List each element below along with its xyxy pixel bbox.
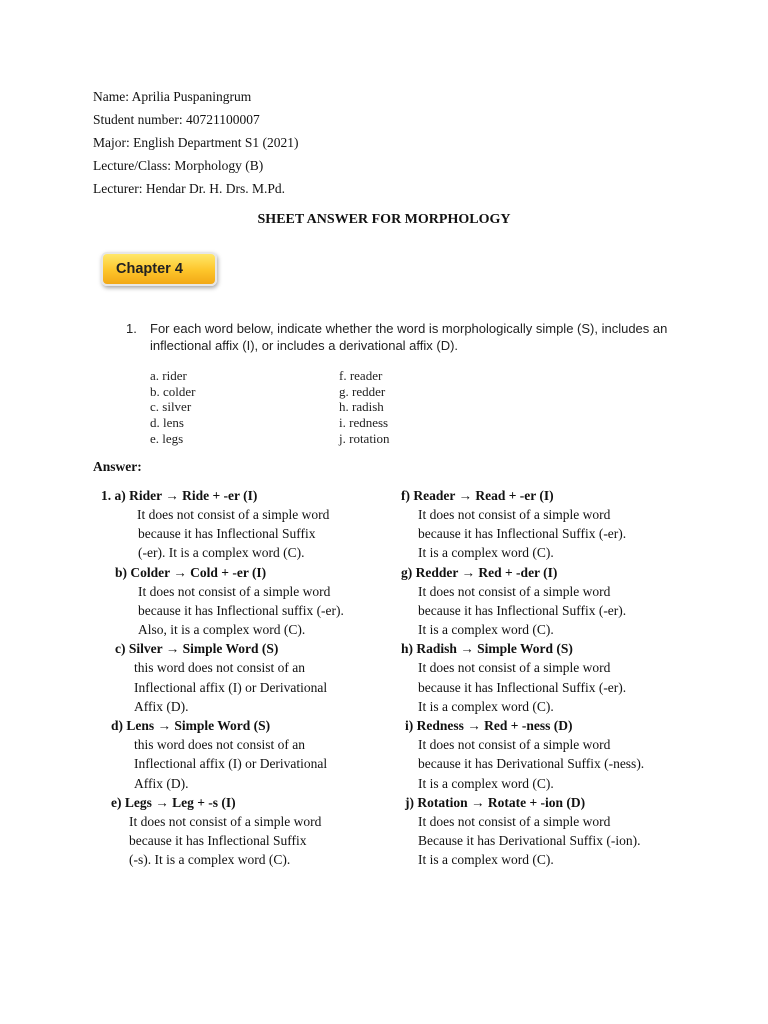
answer-line: It is a complex word (C). <box>418 776 554 791</box>
answer-head-h: h) Radish → Simple Word (S) <box>401 641 573 656</box>
word-item: i. redness <box>339 415 389 431</box>
lecture-class: Lecture/Class: Morphology (B) <box>93 158 264 173</box>
answer-head-f: f) Reader → Read + -er (I) <box>401 488 554 503</box>
answer-line: because it has Inflectional suffix (-er). <box>138 603 344 618</box>
major: Major: English Department S1 (2021) <box>93 135 299 150</box>
answer-line: It does not consist of a simple word <box>137 507 330 522</box>
answer-line: (-er). It is a complex word (C). <box>138 545 305 560</box>
answer-line: because it has Inflectional Suffix (-er). <box>418 526 627 541</box>
answer-head-j: j) Rotation → Rotate + -ion (D) <box>405 795 586 810</box>
answer-head-e: e) Legs → Leg + -s (I) <box>111 795 236 810</box>
answer-line: (-s). It is a complex word (C). <box>129 852 291 867</box>
answer-head-b: b) Colder → Cold + -er (I) <box>115 565 267 580</box>
question-line-2: inflectional affix (I), or includes a derivational affix (D). <box>150 338 459 353</box>
word-item: a. rider <box>150 368 187 383</box>
word-item: h. radish <box>339 399 384 415</box>
word-list-right <box>339 368 390 447</box>
answer-line: this word does not consist of an <box>134 660 305 675</box>
answer-line: this word does not consist of an <box>134 737 305 752</box>
answer-line: It does not consist of a simple word <box>129 814 322 829</box>
answer-line: It is a complex word (C). <box>418 622 554 637</box>
chapter-badge: Chapter 4 <box>101 252 217 286</box>
answer-line: because it has Inflectional Suffix (-er). <box>418 603 627 618</box>
page-title: SHEET ANSWER FOR MORPHOLOGY <box>257 212 511 227</box>
answer-line: Inflectional affix (I) or Derivational <box>134 680 328 695</box>
answer-line: Inflectional affix (I) or Derivational <box>134 756 328 771</box>
word-item: b. colder <box>150 383 196 399</box>
answer-head-d: d) Lens → Simple Word (S) <box>111 718 271 733</box>
answer-line: It does not consist of a simple word <box>418 814 611 829</box>
answer-line: It is a complex word (C). <box>418 852 554 867</box>
answer-label: Answer: <box>93 459 142 474</box>
answer-line: It is a complex word (C). <box>418 699 554 714</box>
student-number: Student number: 40721100007 <box>93 112 260 127</box>
student-name: Name: Aprilia Puspaningrum <box>93 89 252 104</box>
answer-head-g: g) Redder → Red + -der (I) <box>401 565 558 580</box>
answer-line: because it has Inflectional Suffix <box>129 833 307 848</box>
question-number: 1. <box>126 321 137 336</box>
answer-head-a: 1. a) Rider → Ride + -er (I) <box>101 488 258 503</box>
answer-line: Affix (D). <box>134 776 189 791</box>
answer-line: because it has Inflectional Suffix <box>138 526 316 541</box>
word-item: j. rotation <box>339 430 390 446</box>
answer-line: It is a complex word (C). <box>418 545 554 560</box>
question-line-1: For each word below, indicate whether the word is morphologically simple (S), includes an <box>150 321 668 336</box>
answer-line: It does not consist of a simple word <box>418 584 611 599</box>
lecturer: Lecturer: Hendar Dr. H. Drs. M.Pd. <box>93 181 285 196</box>
answer-line: because it has Inflectional Suffix (-er). <box>418 680 627 695</box>
answer-head-c: c) Silver → Simple Word (S) <box>115 641 279 656</box>
word-item: e. legs <box>150 430 184 446</box>
answer-line: Because it has Derivational Suffix (-ion). <box>418 833 641 848</box>
word-item: f. reader <box>339 368 383 383</box>
answer-line: Also, it is a complex word (C). <box>138 622 306 637</box>
answer-line: because it has Derivational Suffix (-ness). <box>418 756 645 771</box>
word-item: d. lens <box>150 415 184 431</box>
word-item: g. redder <box>339 383 386 399</box>
word-list-left <box>150 368 195 447</box>
answer-head-i: i) Redness → Red + -ness (D) <box>405 718 573 733</box>
answer-line: It does not consist of a simple word <box>418 507 611 522</box>
answer-line: It does not consist of a simple word <box>418 737 611 752</box>
answer-line: Affix (D). <box>134 699 189 714</box>
answer-line: It does not consist of a simple word <box>418 660 611 675</box>
answer-line: It does not consist of a simple word <box>138 584 331 599</box>
word-item: c. silver <box>150 399 192 415</box>
